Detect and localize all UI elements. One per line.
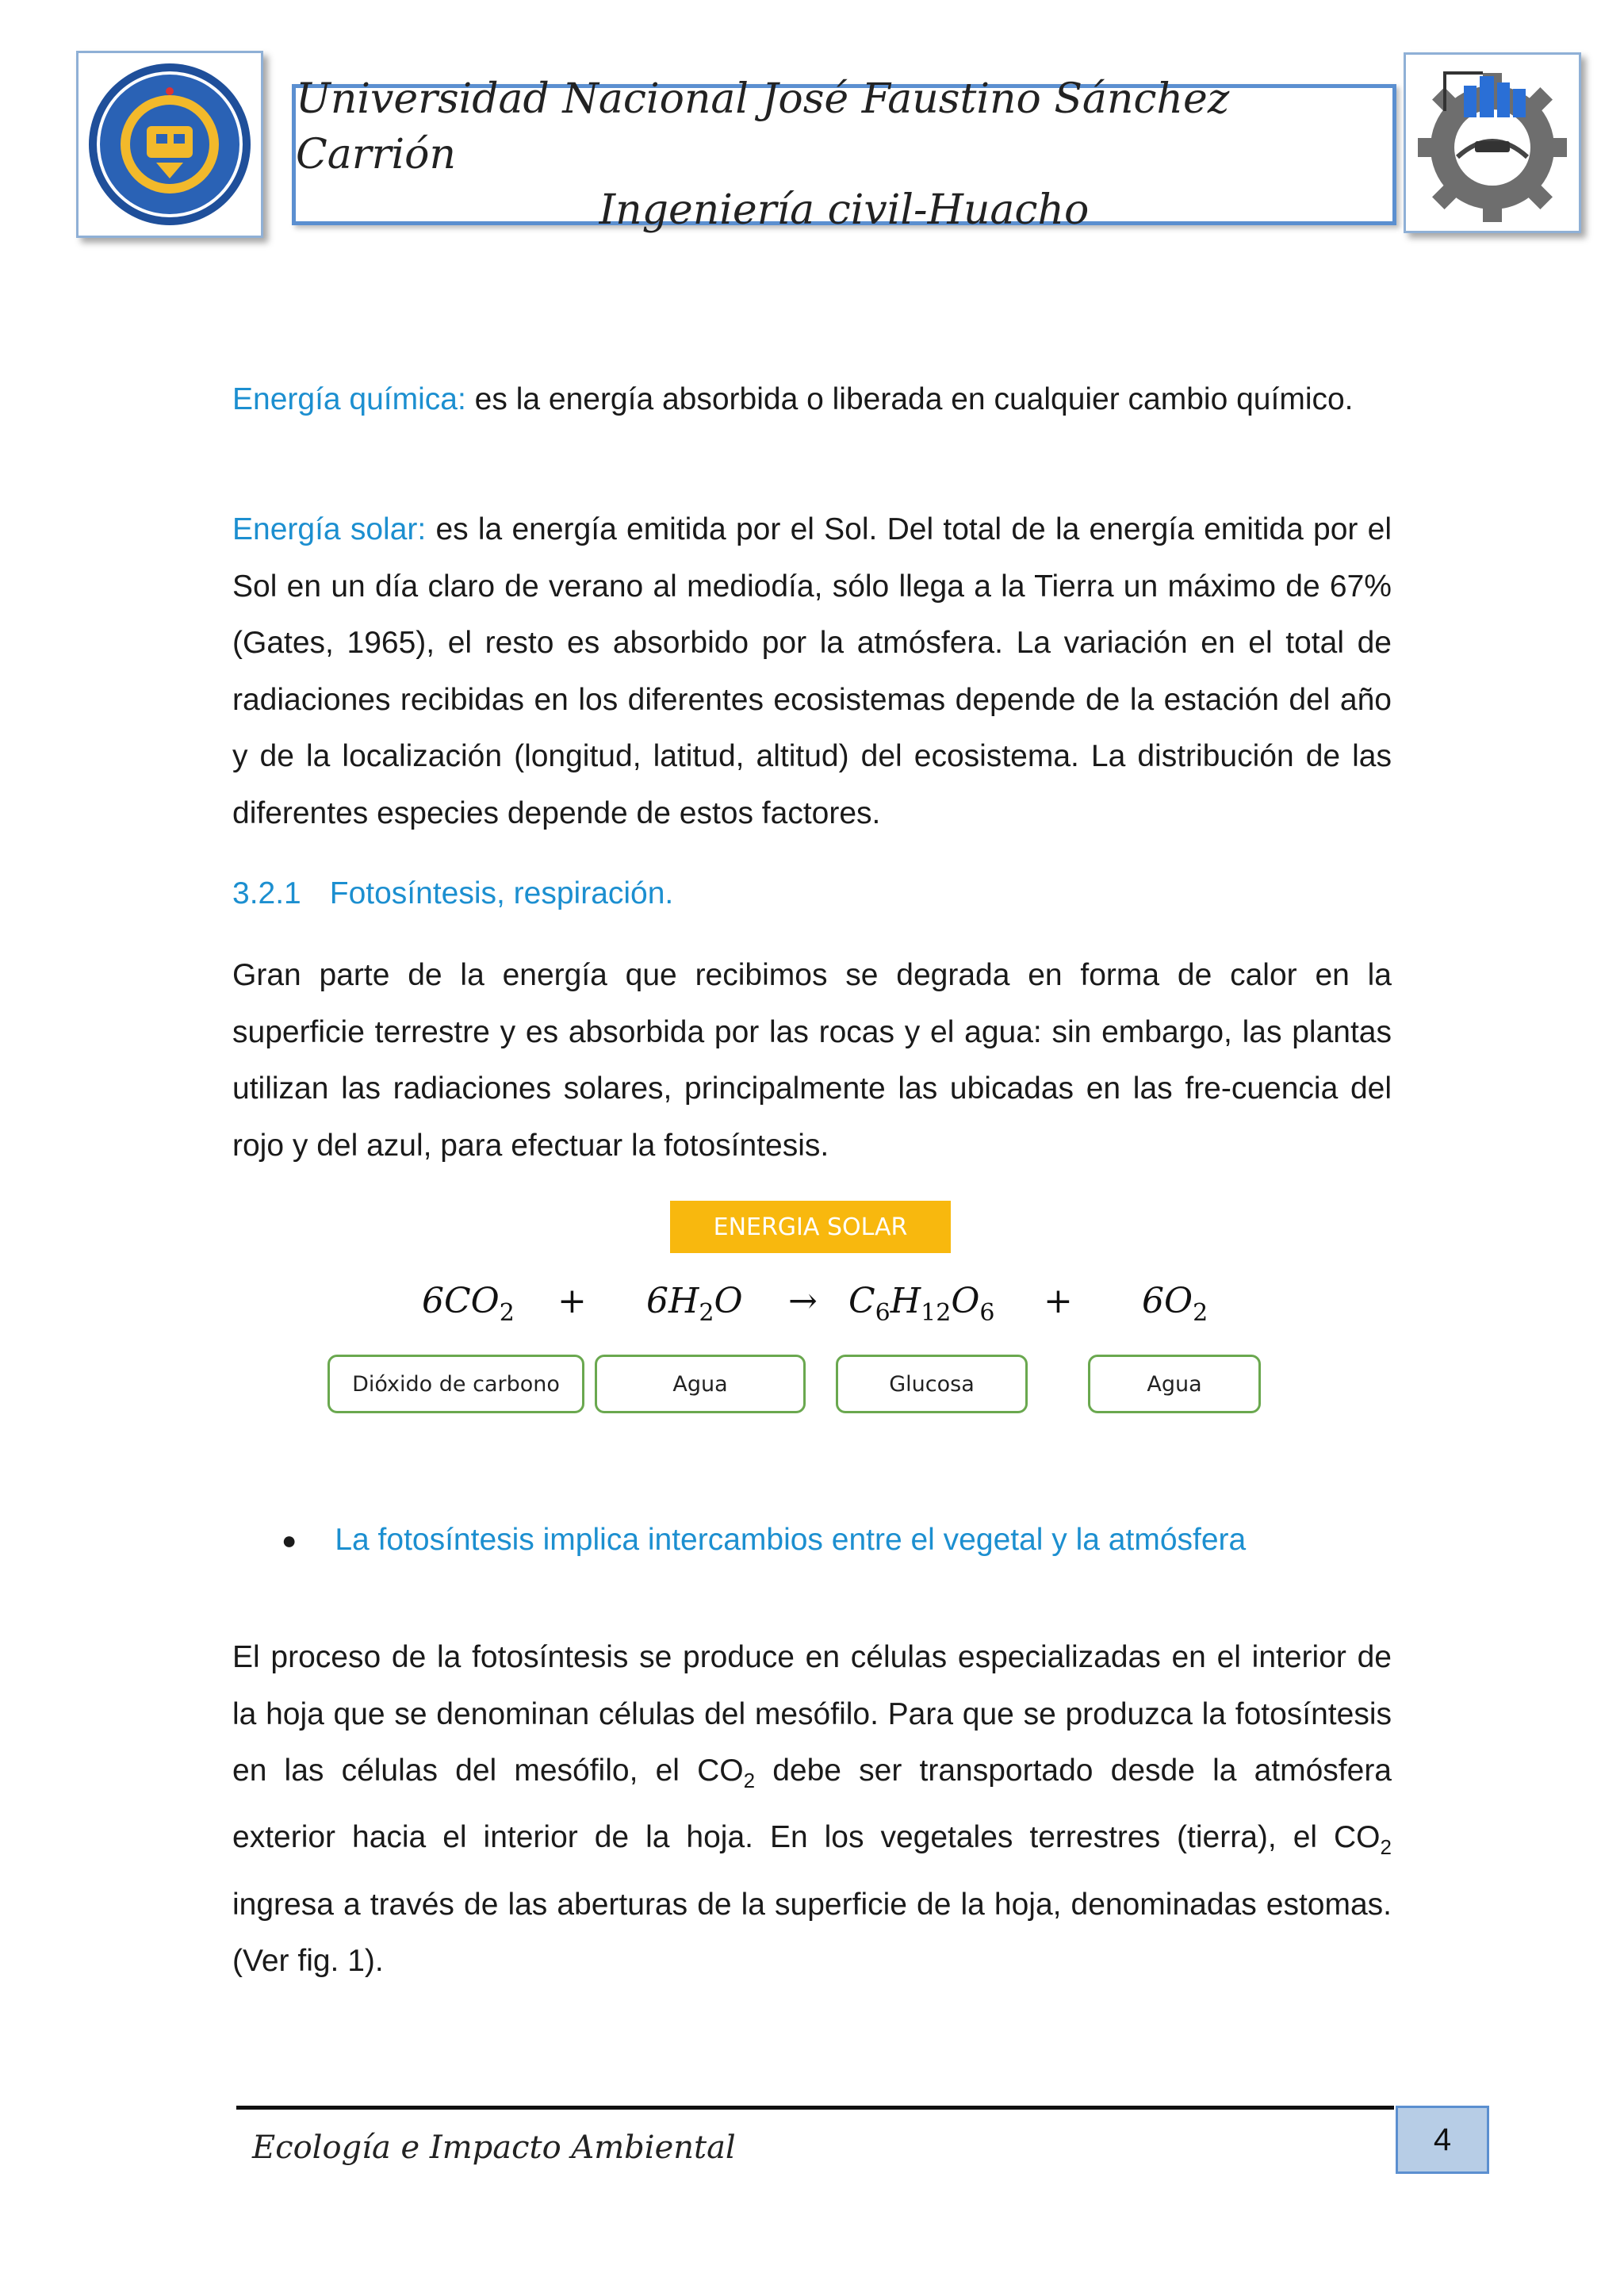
university-seal-logo: [76, 51, 263, 238]
product-glucose: [848, 1281, 995, 1327]
label-carbon-dioxide-text: Dióxido de carbono: [352, 1371, 560, 1397]
faculty-name: Ingeniería civil-Huacho: [599, 186, 1090, 234]
o2-formula: O: [1164, 1281, 1193, 1321]
reactant-h2o: [646, 1281, 743, 1327]
page-number: 4: [1433, 2122, 1452, 2157]
definition-solar-energy: es la energía emitida por el Sol. Del total de la energía emitida por el Sol en un día claro de verano al mediodía, sólo llega a la Tierra un máximo de 67% (Gates, 1965), el resto es absorbido por la atmósfera. La variación en el total de radiaciones recibidas en los diferentes ecosistemas depende de la estación del año y de la localización (longitud, latitud, altitud) del ecosistema. La distribución de las diferentes especies depende de estos factores.: [232, 512, 1392, 830]
co2-formula: CO: [444, 1281, 500, 1321]
bullet-text: La fotosíntesis implica intercambios entre el vegetal y la atmósfera: [335, 1523, 1247, 1557]
glucose-o: O: [951, 1281, 980, 1321]
label-water-reactant-text: Agua: [672, 1371, 728, 1397]
paragraph-energy-degradation: [232, 947, 1392, 1174]
section-heading: [232, 876, 673, 911]
plus-sign-2: +: [1044, 1281, 1073, 1321]
h2o-coefficient: 6: [646, 1281, 668, 1321]
o2-subscript: 2: [1193, 1298, 1208, 1327]
page-number-box: [1396, 2106, 1489, 2174]
university-name: Universidad Nacional José Faustino Sánchez Carrión: [296, 75, 1230, 178]
co2-subscript-inline-2: 2: [1380, 1835, 1392, 1860]
paragraph-mesophyll: [232, 1629, 1392, 1990]
glucose-h-sub: 12: [921, 1298, 952, 1327]
h2o-formula-h: H: [668, 1281, 699, 1321]
solar-energy-label: ENERGIA SOLAR: [713, 1213, 908, 1241]
h2o-formula-o: O: [714, 1281, 743, 1321]
paragraph-solar-energy: [232, 501, 1392, 841]
label-glucose: [836, 1355, 1028, 1413]
section-number: 3.2.1: [232, 876, 301, 910]
reactant-co2: [422, 1281, 515, 1327]
footer-divider: [236, 2106, 1394, 2110]
paragraph-mesophyll-part3: ingresa a través de las aberturas de la superficie de la hoja, denominadas estomas. (Ver fig. 1).: [232, 1887, 1392, 1979]
bullet-item: [282, 1523, 1246, 1558]
glucose-h: H: [890, 1281, 921, 1321]
label-carbon-dioxide: [327, 1355, 584, 1413]
label-water-product: [1088, 1355, 1261, 1413]
glucose-o-sub: 6: [979, 1298, 995, 1327]
product-o2: [1142, 1281, 1208, 1327]
co2-subscript: 2: [499, 1298, 515, 1327]
section-title: Fotosíntesis, respiración.: [329, 876, 674, 910]
definition-chemical-energy: es la energía absorbida o liberada en cualquier cambio químico.: [465, 382, 1354, 416]
footer-course-title: Ecología e Impacto Ambiental: [252, 2129, 736, 2166]
glucose-c: C: [848, 1281, 875, 1321]
paragraph-energy-degradation-text: Gran parte de la energía que recibimos se degrada en forma de calor en la superficie terrestre y es absorbida por las rocas y el agua: sin embargo, las plantas utilizan las radiaciones solares, principalmente las ubicadas en las fre-cuencia del rojo y del azul, para efectuar la fotosíntesis.: [232, 958, 1392, 1163]
label-water-reactant: [595, 1355, 806, 1413]
h2o-subscript: 2: [699, 1298, 714, 1327]
plus-sign-1: +: [557, 1281, 587, 1321]
co2-coefficient: 6: [422, 1281, 444, 1321]
label-water-product-text: Agua: [1147, 1371, 1202, 1397]
glucose-c-sub: 6: [875, 1298, 891, 1327]
solar-energy-banner: [670, 1201, 951, 1253]
gear-icon: [1411, 62, 1574, 224]
term-chemical-energy: Energía química:: [232, 382, 466, 416]
university-seal-icon: [85, 59, 255, 230]
label-glucose-text: Glucosa: [889, 1371, 975, 1397]
paragraph-mesophyll-part2: debe ser transportado desde la atmósfera exterior hacia el interior de la hoja. En los vegetales terrestres (tierra), el CO: [232, 1754, 1392, 1855]
header-title-box: [292, 75, 1396, 234]
co2-subscript-inline-1: 2: [743, 1768, 756, 1792]
reaction-arrow: →: [788, 1281, 818, 1321]
civil-engineering-logo: [1404, 52, 1581, 233]
bullet-dot-icon: ●: [282, 1525, 297, 1554]
paragraph-chemical-energy: [232, 371, 1392, 428]
o2-coefficient: 6: [1142, 1281, 1164, 1321]
term-solar-energy: Energía solar:: [232, 512, 427, 546]
paragraph-mesophyll-part1: El proceso de la fotosíntesis se produce en células especializadas en el interior de la hoja que se denominan células del mesófilo. Para que se produzca la fotosíntesis en las células del mesófilo, el CO: [232, 1640, 1392, 1788]
